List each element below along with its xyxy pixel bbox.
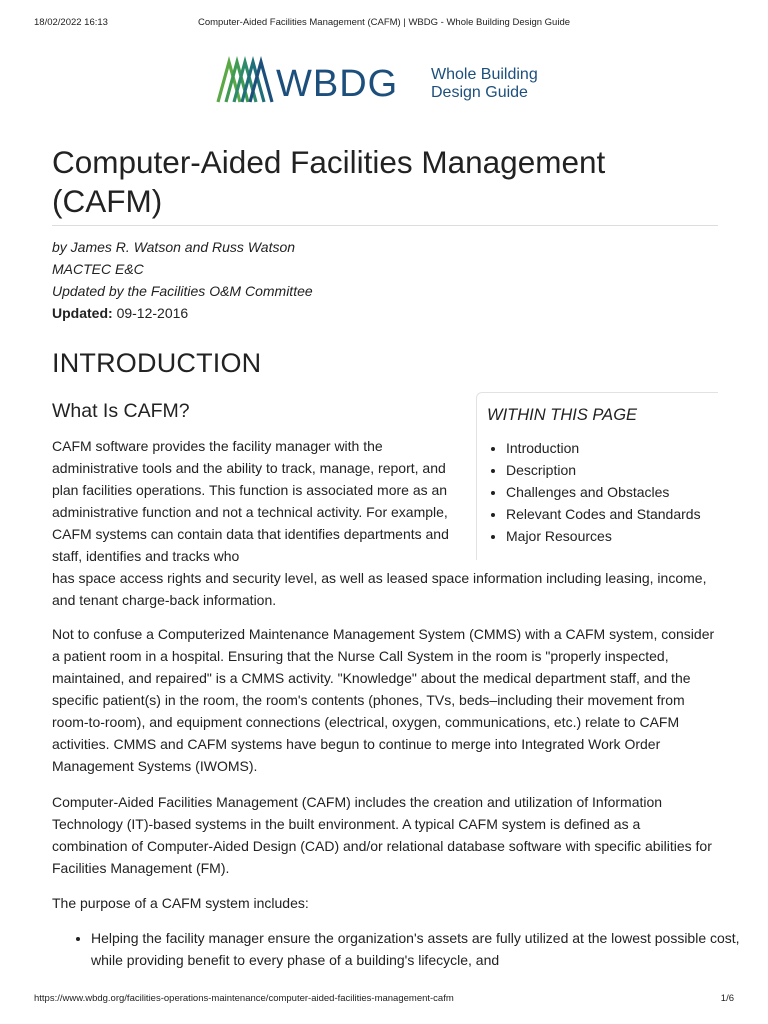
paragraph-2: Not to confuse a Computerized Maintenance Management System (CMMS) with a CAFM system, consider a patient room in a hospital. Ensuring that the Nurse Call System in the room is "properly inspected, maintained, and repaired" is a CMMS activity. "Knowledge" about the medical department staff, and the specific patient(s) in the room, the room's contents (phones, TVs, beds–including their movement from room-to-room), and equipment connections (electrical, oxygen, communications, etc.) relate to CAFM activities. CMMS and CAFM systems have begun to continue to merge into Integrated Work Order Management Systems (IWOMS). (52, 626, 715, 774)
wbdg-logo-mark-icon (216, 56, 556, 106)
toc-link-major-resources[interactable]: • Major Resources (506, 525, 701, 547)
article-organization: MACTEC E&C (52, 261, 144, 277)
sub-heading: What Is CAFM? (52, 400, 190, 422)
print-footer (0, 993, 768, 1007)
print-datetime: 18/02/2022 16:13 (34, 17, 108, 28)
page-title: Computer-Aided Facilities Management (CAFM) (52, 144, 606, 219)
paragraph-4: The purpose of a CAFM system includes: (52, 895, 309, 911)
toc-link-challenges[interactable]: • Challenges and Obstacles (506, 481, 701, 503)
logo-tagline-line2: Design Guide (431, 84, 528, 101)
article-updated (52, 302, 552, 324)
print-url: https://www.wbdg.org/facilities-operations-maintenance/computer-aided-facilities-management-cafm (34, 993, 454, 1004)
title-divider (52, 225, 718, 226)
updated-label: Updated: (52, 305, 113, 321)
print-page-number: 1/6 (720, 993, 734, 1004)
print-header (0, 17, 768, 31)
updated-date: 09-12-2016 (116, 305, 189, 321)
toc-link-codes-standards[interactable]: • Relevant Codes and Standards (506, 503, 701, 525)
paragraph-1a: CAFM software provides the facility manager with the administrative tools and the ability to track, manage, report, and plan facilities operations. This function is associated more as an administrative function and not a technical activity. For example, CAFM systems can contain data that identifies departments and staff, identifies and tracks who (52, 438, 449, 564)
toc-title: WITHIN THIS PAGE (487, 406, 638, 424)
purpose-list (52, 927, 757, 971)
purpose-item: • Helping the facility manager ensure the organization's assets are fully utilized at the lowest possible cost, while providing benefit to every phase of a building's lifecycle, and (91, 927, 757, 971)
wbdg-logo[interactable] (216, 56, 556, 106)
section-heading: INTRODUCTION (52, 348, 262, 378)
paragraph-3: Computer-Aided Facilities Management (CAFM) includes the creation and utilization of Information Technology (IT)-based systems in the built environment. A typical CAFM system is defined as a combination of Computer-Aided Design (CAD) and/or relational database software with specific abilities for Facilities Management (FM). (52, 794, 712, 876)
toc-link-introduction[interactable]: • Introduction (506, 437, 701, 459)
within-this-page-box (476, 392, 718, 560)
toc-list (477, 437, 701, 547)
logo-tagline-line1: Whole Building (431, 66, 538, 83)
toc-link-description[interactable]: • Description (506, 459, 701, 481)
article-updated-by: Updated by the Facilities O&M Committee (52, 283, 313, 299)
logo-wordmark: WBDG (276, 63, 399, 105)
paragraph-1b: has space access rights and security level, as well as leased space information including leasing, income, and tenant charge-back information. (52, 570, 707, 608)
article-meta (52, 236, 552, 324)
print-page-title: Computer-Aided Facilities Management (CAFM) | WBDG - Whole Building Design Guide (197, 17, 571, 28)
article-author: by James R. Watson and Russ Watson (52, 239, 296, 255)
